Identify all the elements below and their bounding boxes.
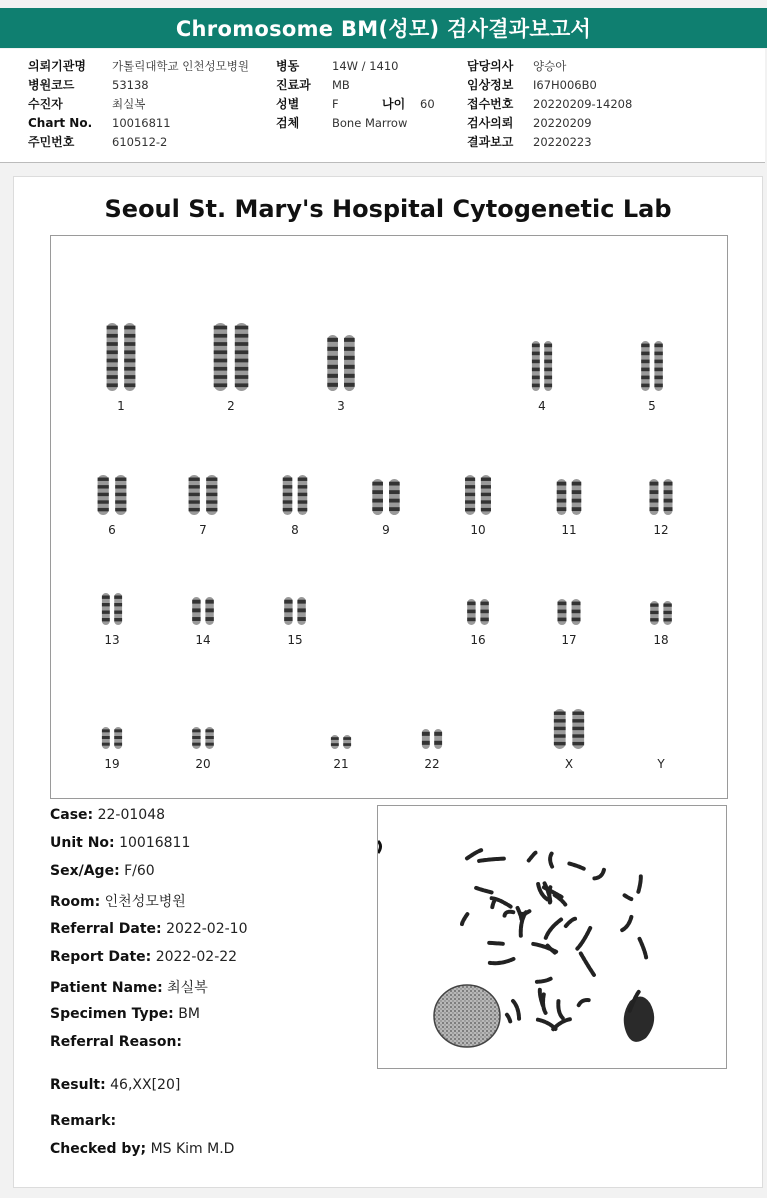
chromosome-pair-22 xyxy=(418,728,446,750)
header-row: 성별 F 나이 60 xyxy=(276,95,435,114)
chromosome-pair-6 xyxy=(92,474,132,516)
header-row: 검사의뢰 20220209 xyxy=(467,116,592,130)
age-value: 60 xyxy=(420,97,435,111)
chromosome-pair-11 xyxy=(552,478,586,516)
header-info xyxy=(0,49,765,163)
chromosome-pair-9 xyxy=(367,478,405,516)
chromosome-pair-16 xyxy=(463,598,493,626)
header-row: 진료과 MB xyxy=(276,78,350,92)
unit-line: Unit No: 10016811 xyxy=(50,835,191,851)
chromosome-pair-2 xyxy=(207,322,255,392)
chromosome-label-12: 12 xyxy=(653,523,669,537)
header-row: 접수번호 20220209-14208 xyxy=(467,97,633,111)
chromosome-label-22: 22 xyxy=(424,757,440,771)
chromosome-label-Y: Y xyxy=(657,757,665,771)
chromosome-label-X: X xyxy=(564,757,574,771)
chromosome-label-1: 1 xyxy=(117,399,125,413)
header-row: 의뢰기관명 가톨릭대학교 인천성모병원 xyxy=(28,59,249,73)
chromosome-pair-5 xyxy=(637,340,667,392)
karyotype-image xyxy=(50,235,728,799)
chromosome-pair-10 xyxy=(460,474,496,516)
chromosome-label-11: 11 xyxy=(561,523,577,537)
chromosome-pair-13 xyxy=(98,592,126,626)
chromosome-label-18: 18 xyxy=(653,633,669,647)
chromosome-label-9: 9 xyxy=(382,523,390,537)
header-row: 주민번호 610512-2 xyxy=(28,135,168,149)
report-panel xyxy=(13,176,763,1188)
chromosome-label-15: 15 xyxy=(287,633,303,647)
header-row: 병원코드 53138 xyxy=(28,78,149,92)
chromosome-label-19: 19 xyxy=(104,757,120,771)
chromosome-label-21: 21 xyxy=(333,757,349,771)
chromosome-pair-19 xyxy=(98,726,126,750)
chromosome-label-4: 4 xyxy=(538,399,546,413)
checked-by-line: Checked by; MS Kim M.D xyxy=(50,1141,235,1157)
chromosome-pair-14 xyxy=(188,596,218,626)
chromosome-pair-15 xyxy=(280,596,310,626)
age-label: 나이 xyxy=(382,97,406,111)
chromosome-pair-12 xyxy=(645,478,677,516)
chromosome-label-5: 5 xyxy=(648,399,656,413)
chromosome-pair-8 xyxy=(278,474,312,516)
room-line: Room: 인천성모병원 xyxy=(50,894,186,910)
header-row: 결과보고 20220223 xyxy=(467,135,592,149)
remark-line: Remark: xyxy=(50,1113,117,1129)
chromosome-label-3: 3 xyxy=(337,399,345,413)
chromosome-pair-18 xyxy=(646,600,676,626)
patient-name-line: Patient Name: 최실복 xyxy=(50,980,208,996)
sexage-line: Sex/Age: F/60 xyxy=(50,863,155,879)
chromosome-pair-1 xyxy=(101,322,141,392)
dark-nucleus xyxy=(624,996,654,1041)
chromosome-label-7: 7 xyxy=(199,523,207,537)
report-date-line: Report Date: 2022-02-22 xyxy=(50,949,238,965)
chromosome-pair-20 xyxy=(188,726,218,750)
header-col-3 xyxy=(467,57,632,152)
header-col-1 xyxy=(28,57,249,152)
chromosome-label-2: 2 xyxy=(227,399,235,413)
header-col-2 xyxy=(276,57,435,133)
case-line: Case: 22-01048 xyxy=(50,807,166,823)
report-title: Chromosome BM(성모) 검사결과보고서 xyxy=(0,8,767,48)
chromosome-label-13: 13 xyxy=(104,633,120,647)
chromosome-label-17: 17 xyxy=(561,633,577,647)
chromosome-label-20: 20 xyxy=(195,757,211,771)
header-row: 병동 14W / 1410 xyxy=(276,59,399,73)
header-row: Chart No. 10016811 xyxy=(28,116,171,130)
referral-date-line: Referral Date: 2022-02-10 xyxy=(50,921,248,937)
metaphase-spread-graphic xyxy=(378,806,726,1068)
header-row: 담당의사 양승아 xyxy=(467,59,567,73)
chromosome-pair-X xyxy=(548,708,590,750)
interphase-nucleus xyxy=(434,985,500,1047)
chromosome-label-6: 6 xyxy=(108,523,116,537)
chromosome-label-8: 8 xyxy=(291,523,299,537)
header-row: 임상정보 I67H006B0 xyxy=(467,78,597,92)
header-row: 수진자 최실복 xyxy=(28,97,146,111)
chromosome-pair-4 xyxy=(528,340,556,392)
chromosome-pair-17 xyxy=(553,598,585,626)
lab-title: Seoul St. Mary's Hospital Cytogenetic Lab xyxy=(104,195,672,223)
metaphase-image xyxy=(377,805,727,1069)
specimen-line: Specimen Type: BM xyxy=(50,1006,200,1022)
referral-reason-line: Referral Reason: xyxy=(50,1034,183,1050)
header-row: 검체 Bone Marrow xyxy=(276,116,408,130)
chromosome-pair-3 xyxy=(322,334,360,392)
chromosome-pair-21 xyxy=(327,734,355,750)
result-line: Result: 46,XX[20] xyxy=(50,1077,181,1093)
chromosome-label-14: 14 xyxy=(195,633,211,647)
chromosome-pair-7 xyxy=(183,474,223,516)
chromosome-label-16: 16 xyxy=(470,633,486,647)
chromosome-label-10: 10 xyxy=(470,523,486,537)
